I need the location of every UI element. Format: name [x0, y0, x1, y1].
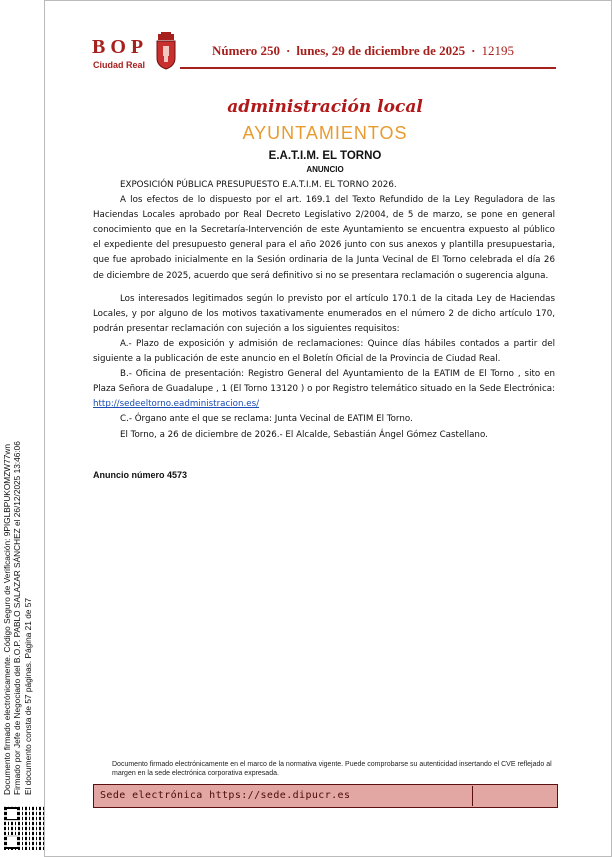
sede-link[interactable]: http://sedeeltorno.eadministracion.es/ — [93, 399, 260, 410]
issue-separator: · — [286, 43, 291, 58]
verification-line-2: Firmado por Jefe de Negociado del B.O.P. PABLO SALAZAR SÁNCHEZ el 26/12/2025 13:46:06 — [12, 441, 23, 795]
coat-of-arms-icon — [155, 32, 177, 70]
footer-bar — [93, 784, 558, 808]
paragraph-c: C.- Órgano ante el que se reclama: Junta Vecinal de EATIM El Torno. — [120, 414, 413, 425]
qr-code-pattern — [4, 806, 44, 850]
section-subtitle: AYUNTAMIENTOS — [242, 123, 408, 143]
page-number: 12195 — [481, 43, 514, 58]
issue-date: lunes, 29 de diciembre de 2025 — [296, 43, 466, 58]
notice-heading: EXPOSICIÓN PÚBLICA PRESUPUESTO E.A.T.I.M. EL TORNO 2026. — [120, 180, 397, 190]
paragraph-2: Los interesados legitimados según lo previsto por el artículo 170.1 de la citada Ley de Haciendas Locales, y por alguno de los motivos taxativamente enumerados en el número 2 de dicho artículo 170, podrán presentar reclamación con sujeción a los siguientes requisitos: — [93, 293, 555, 334]
verification-text — [2, 255, 33, 795]
issue-info — [212, 43, 514, 59]
section-title: administración local — [227, 97, 423, 117]
paragraph-b — [93, 367, 555, 412]
notice-type: ANUNCIO — [306, 165, 344, 174]
bop-logo-subtitle: Ciudad Real — [93, 60, 146, 70]
paragraph-1: A los efectos de lo dispuesto por el art. 169.1 del Texto Refundido de la Ley Reguladora de las Haciendas Locales aprobado por Real Decreto Legislativo 2/2004, de 5 de marzo, se pone en general conocimiento que en la Secretaría-Intervención de este Ayuntamiento se encuentra expuesto al público el expediente del presupuesto general para el año 2026 junto con sus anexos y plantilla presupuestaria, que fue aprobado inicialmente en la Sesión ordinaria de la Junta Vecinal de El Torno celebrada el día 26 de diciembre de 2025, acuerdo que será definitivo si no se presentara reclamación o sugerencia alguna. — [93, 195, 555, 281]
paragraph-a: A.- Plazo de exposición y admisión de reclamaciones: Quince días hábiles contados a partir del siguiente a la publicación de este anuncio en el Boletín Oficial de la Provincia de Ciudad Real. — [93, 338, 555, 365]
bop-logo: BOP — [92, 36, 149, 58]
signature-line: El Torno, a 26 de diciembre de 2026.- El Alcalde, Sebastián Ángel Gómez Castellano. — [120, 429, 488, 440]
entity-name: E.A.T.I.M. EL TORNO — [268, 150, 382, 162]
issue-separator: · — [471, 43, 476, 58]
issue-number: Número 250 — [212, 43, 281, 58]
paragraph-b-text: B.- Oficina de presentación: Registro General del Ayuntamiento de la EATIM de El Torno , sito en Plaza Señora de Guadalupe , 1 (El Torno 13120 ) o por Registro telemático situado en la Sede Electrónica: — [93, 369, 555, 395]
sede-electronica-label: Sede electrónica https://sede.dipucr.es — [95, 786, 473, 806]
notice-body — [93, 178, 555, 443]
anuncio-number: Anuncio número 4573 — [93, 470, 188, 480]
footer-note: Documento firmado electrónicamente en el marco de la normativa vigente. Puede comprobarse su autenticidad insertando el CVE reflejado al margen en la sede electrónica corporativa expresada. — [112, 761, 552, 777]
verification-line-1: Documento firmado electrónicamente. Código Seguro de Verificación: 9PIGLBPUKOMZW77wn — [2, 444, 12, 795]
verification-line-3: El documento consta de 57 páginas. Página 21 de 57 — [22, 598, 33, 795]
